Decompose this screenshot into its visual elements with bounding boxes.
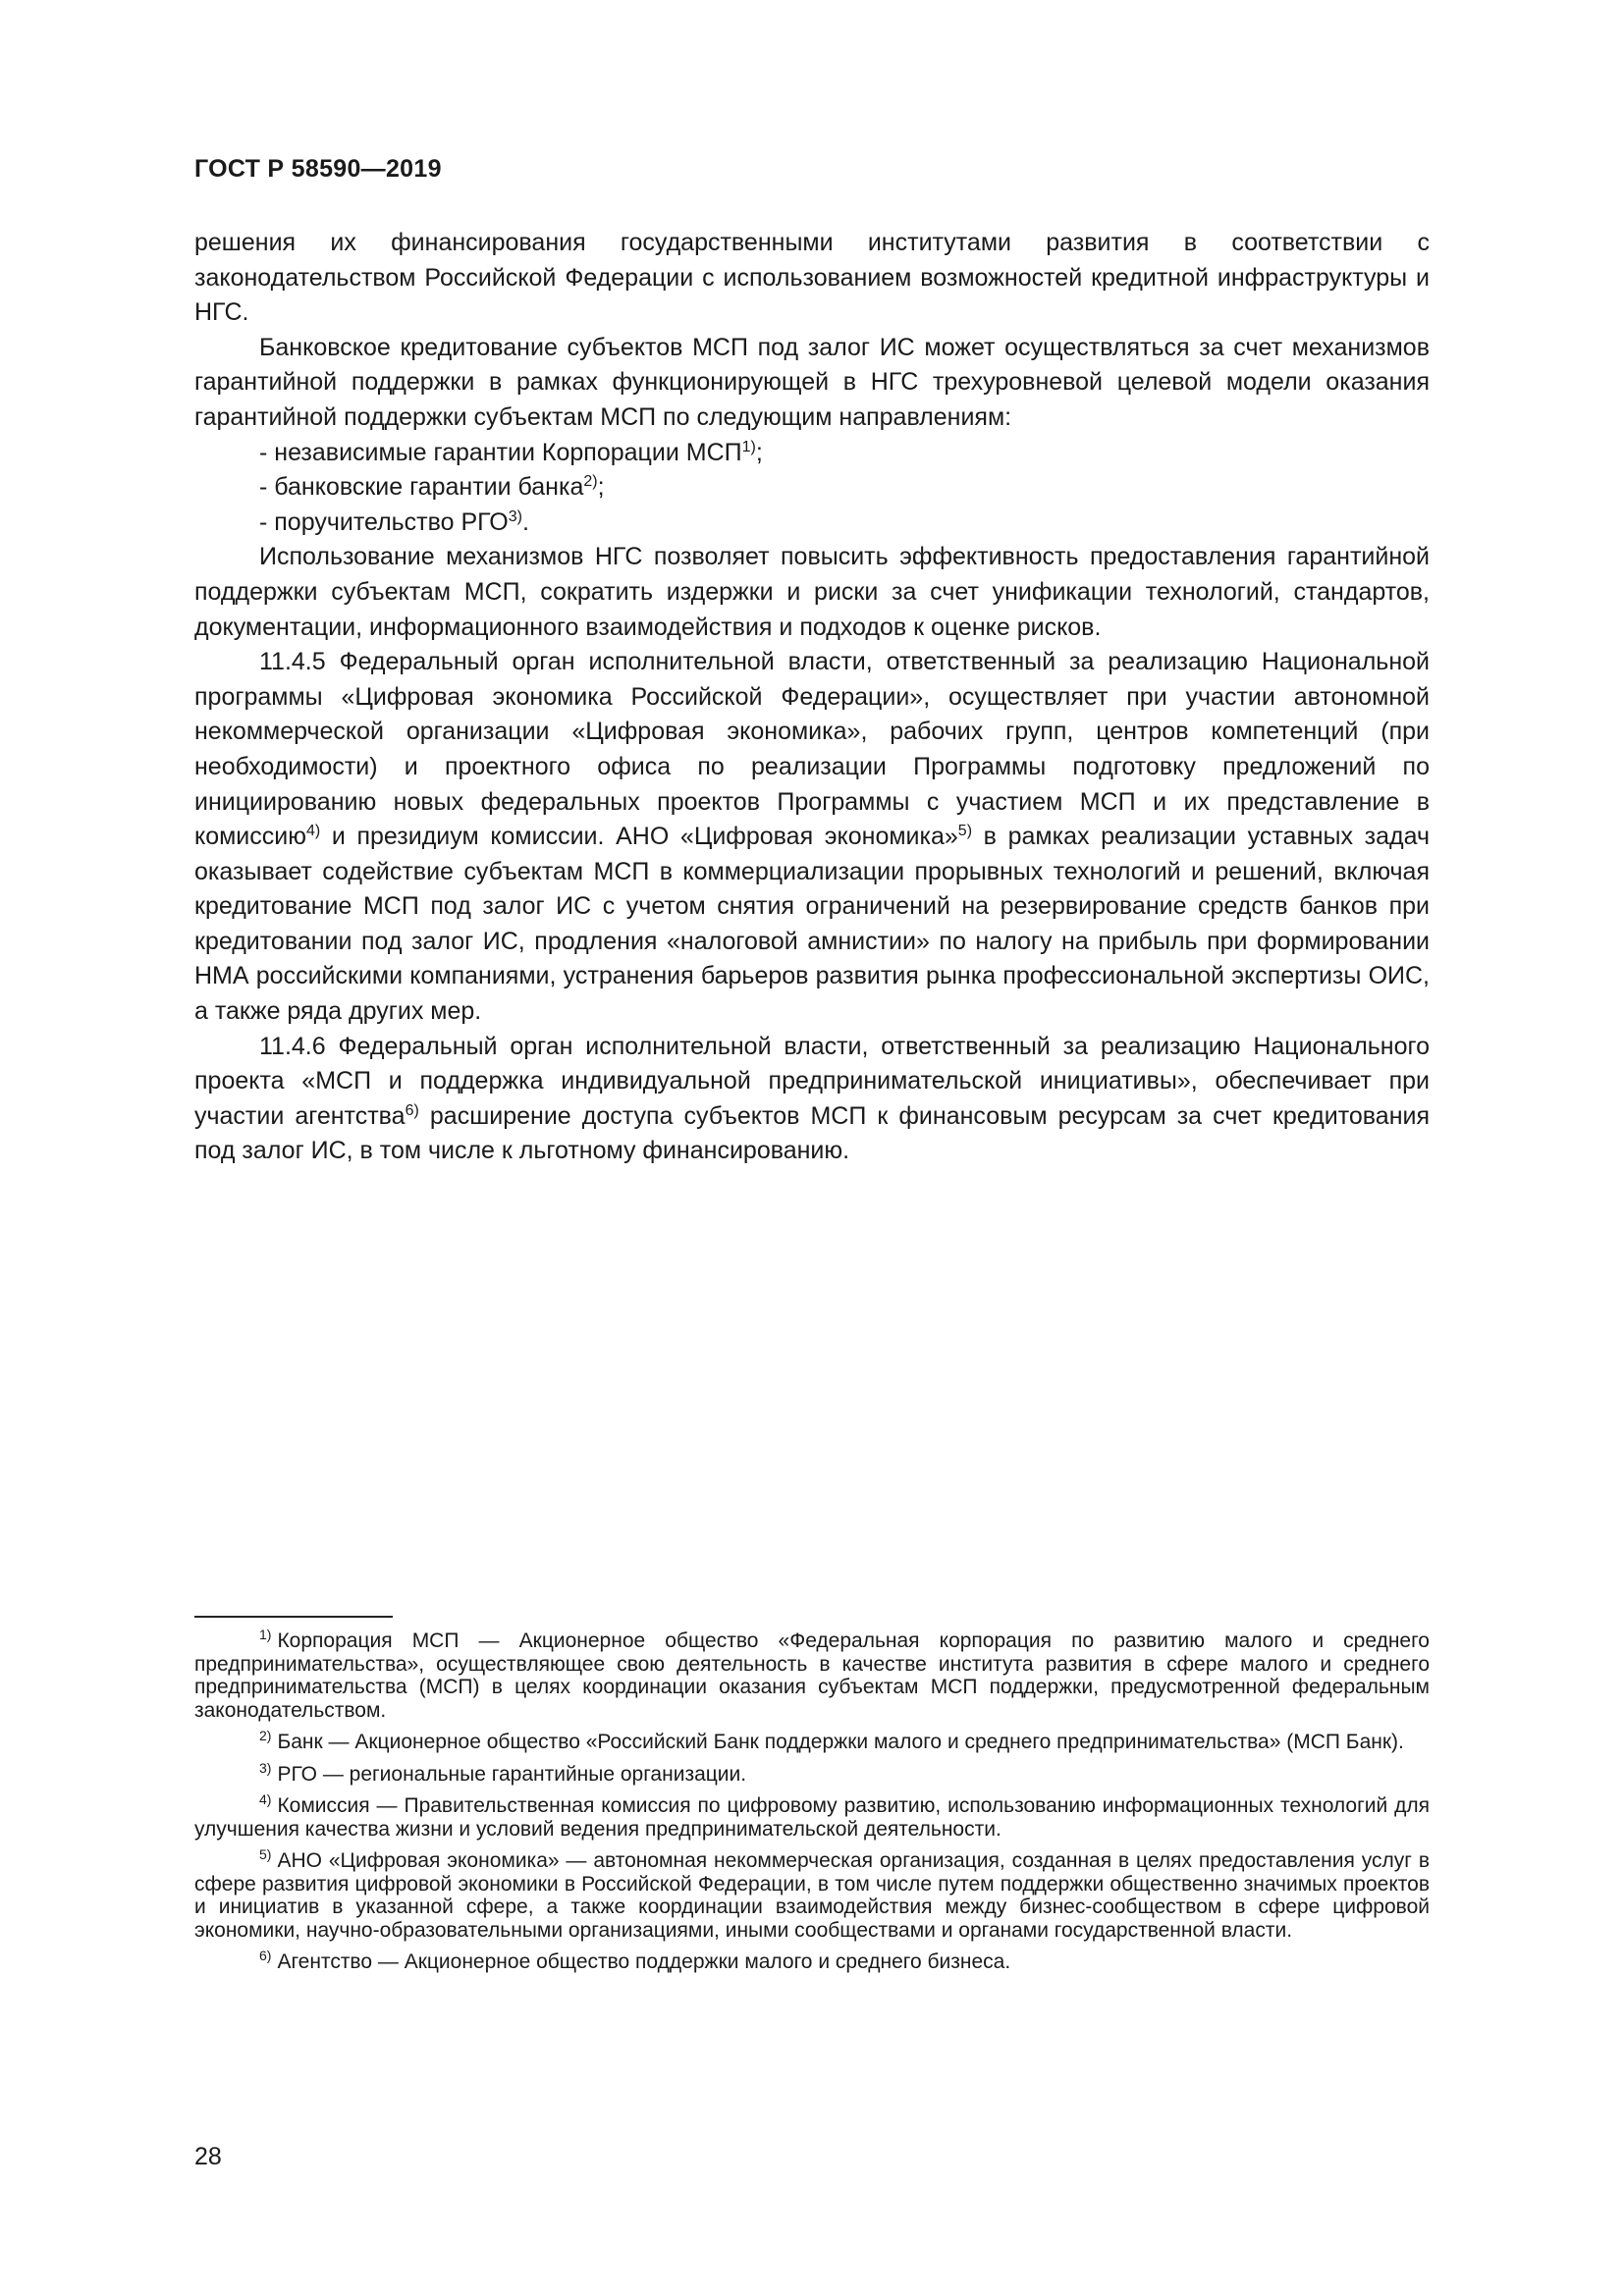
footnote-text: Корпорация МСП — Акционерное общество «Федеральная корпорация по развитию малого и среднего предпринимательства», осуществляющее свою деятельность в качестве института развития в сфере малого и среднего предпринимательства (МСП) в целях координации оказания субъектам МСП поддержки, предусмотренной федеральным законодательством. (194, 1629, 1430, 1722)
footnotes (194, 1629, 1430, 1983)
footnote (194, 1759, 1430, 1787)
footnote-ref[interactable]: 4) (306, 823, 321, 840)
list-item-text: - банковские гарантии банка (259, 473, 584, 502)
list-item-text: - независимые гарантии Корпорации МСП (259, 438, 742, 466)
footnote-separator (194, 1616, 393, 1618)
footnote-ref[interactable]: 6) (405, 1101, 419, 1119)
footnote (194, 1728, 1430, 1754)
list-item-tail: ; (755, 438, 763, 466)
paragraph-11-4-6-part-b: расширение доступа субъектов МСП к финансовым ресурсам за счет кредитования под залог ИС, в том числе к льготному финансированию. (194, 1101, 1431, 1165)
paragraph-bank-lending: Банковское кредитование субъектов МСП под залог ИС может осуществляться за счет механизмов гарантийной поддержки в рамках функционирующей в НГС трехуровневой целевой модели оказания гарантийной поддержки субъектам МСП по следующим направлениям: (194, 333, 1430, 431)
list-item-text: - поручительство РГО (259, 507, 509, 536)
footnote-text: Комиссия — Правительственная комиссия по цифровому развитию, использованию информационных технологий для улучшения качества жизни и условий ведения предпринимательской деятельности. (194, 1794, 1430, 1841)
footnote-mark: 2) (259, 1728, 272, 1743)
list-item (194, 436, 1430, 471)
footnote-mark: 6) (259, 1948, 272, 1963)
footnote-text: АНО «Цифровая экономика» — автономная некоммерческая организация, созданная в целях предоставления услуг в сфере развития цифровой экономики в Российской Федерации, в том числе путем поддержки общественно значимых проектов и инициатив в указанной сфере, а также координации взаимодействия между бизнес-сообществом в сфере цифровой экономики, научно-образовательными организациями, иными сообществами и органами государственной власти. (194, 1849, 1430, 1942)
footnote-text: Агентство — Акционерное общество поддержки малого и среднего бизнеса. (277, 1950, 1011, 1973)
footnote-text: Банк — Акционерное общество «Российский Банк поддержки малого и среднего предпринимательства» (МСП Банк). (277, 1731, 1404, 1753)
footnote-mark: 5) (259, 1846, 272, 1862)
paragraph-11-4-5-part-a: 11.4.5 Федеральный орган исполнительной власти, ответственный за реализацию Национальной программы «Цифровая экономика Российской Федерации», осуществляет при участии автономной некоммерческой организации «Цифровая экономика», рабочих групп, центров компетенций (при необходимости) и проектного офиса по реализации Программы подготовку предложений по инициированию новых федеральных проектов Программы с участием МСП и их представление в комиссию (194, 648, 1430, 851)
footnote-ref[interactable]: 2) (583, 473, 598, 491)
standard-code-header: ГОСТ Р 58590—2019 (194, 155, 442, 183)
footnote-text: РГО — региональные гарантийные организации. (277, 1762, 747, 1786)
main-text (194, 226, 1430, 1169)
page-number: 28 (194, 2143, 222, 2170)
paragraph-11-4-6 (194, 1030, 1430, 1169)
list-item-tail: ; (597, 473, 605, 502)
paragraph-11-4-6-part-a: 11.4.6 Федеральный орган исполнительной власти, ответственный за реализацию Национального проекта «МСП и поддержка индивидуальной предпринимательской инициативы», обеспечивает при участии агентства (194, 1032, 1430, 1130)
paragraph-11-4-5-part-b: и президиум комиссии. АНО «Цифровая экономика» (320, 823, 958, 851)
footnote (194, 1950, 1430, 1974)
list-item (194, 470, 1430, 506)
paragraph-ngs-efficiency: Использование механизмов НГС позволяет повысить эффективность предоставления гарантийной поддержки субъектам МСП, сократить издержки и риски за счет унификации технологий, стандартов, документации, информационного взаимодействия и подходов к оценке рисков. (194, 543, 1430, 641)
footnote (194, 1629, 1430, 1722)
list-item-tail: . (521, 507, 529, 536)
footnote-mark: 3) (259, 1759, 272, 1776)
footnote-ref[interactable]: 3) (508, 507, 522, 525)
paragraph-11-4-5-part-c: в рамках реализации уставных задач оказывает содействие субъектам МСП в коммерциализации прорывных технологий и решений, включая кредитование МСП под залог ИС с учетом снятия ограничений на резервирование средств банков при кредитовании под залог ИС, продления «налоговой амнистии» по налогу на прибыль при формировании НМА российскими компаниями, устранения барьеров развития рынка профессиональной экспертизы ОИС, а также ряда других мер. (194, 823, 1430, 1026)
footnote-mark: 4) (259, 1791, 272, 1807)
footnote-ref[interactable]: 5) (957, 823, 973, 840)
footnote-mark: 1) (259, 1627, 272, 1642)
paragraph-continuation: решения их финансирования государственными институтами развития в соответствии с законодательством Российской Федерации с использованием возможностей кредитной инфраструктуры и НГС. (194, 229, 1430, 327)
footnote-ref[interactable]: 1) (741, 438, 756, 455)
list-item (194, 506, 1430, 541)
footnote (194, 1846, 1430, 1942)
footnote (194, 1791, 1430, 1841)
paragraph-11-4-5 (194, 645, 1430, 1030)
